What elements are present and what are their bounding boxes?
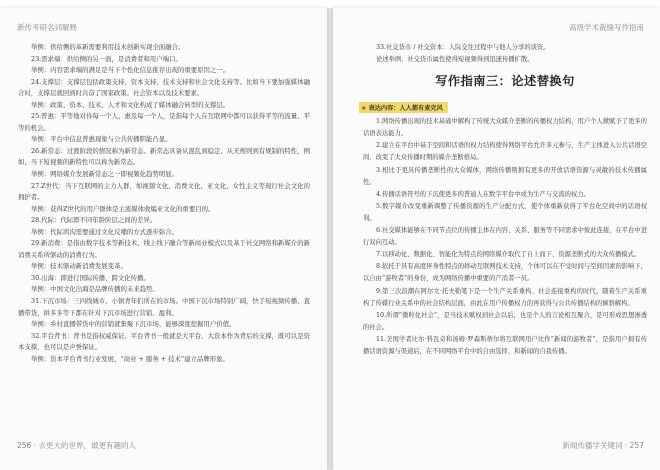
left-paragraph: 28.代际：代际即不同年龄阶层之间的差异。 xyxy=(31,216,157,225)
right-paragraph: 8.依托于具有高度伴身性特点的移动互联网技术支持，个体可以在不受时间与空间因素的影响下，以自由“游牧者”的身份，成为网络传播中重要的产消者一员。 xyxy=(363,263,647,283)
right-page xyxy=(333,8,660,470)
right-paragraph: 7.以移动化、数据化、智能化为特点的网络媒介取代了自上而下、资源垄断式的大众传播模式。 xyxy=(376,251,641,259)
left-page-footer: 256 · 去更大的世界，做更有趣的人 xyxy=(17,441,136,450)
right-paragraph: 2.建立在平台中基于空间和话语的权力结构使得网络平台允许多元参与，生产主体进入公共话语空间，改变了大众传播时期的媒介垄断格局。 xyxy=(363,142,647,162)
right-paragraph: 5.数字媒介改变重新调整了传播资源的生产分配方式，使个体重新获得了平台化空间中的话语权利。 xyxy=(363,202,647,222)
section-title: 写作指南三：论述替换句 xyxy=(435,74,575,89)
left-page-body xyxy=(18,42,310,365)
left-paragraph: 举例：政策、资本、技术、人才和文化构成了媒体融合转型的支撑层。 xyxy=(31,100,230,109)
left-running-head: 新传考研名词解释 xyxy=(17,23,77,32)
left-paragraph: 举例：平台中信息普惠现象与公共传播职能凸显。 xyxy=(31,135,172,144)
star-icon: ★ xyxy=(361,105,367,113)
left-paragraph: 31.下沉市场：三四线城市、小镇青年们所在的市场。中国下沉市场特别广阔，快手短视频传播、直播带货、拼多多等下都在针对下沉市场进行营销、盈利。 xyxy=(18,297,310,317)
left-paragraph: 32.平台背书：背书是指权威保证。平台背书一般就是大平台、大资本作为背后的支撑，既可以是资本支撑，也可以是声誉保证。 xyxy=(18,331,310,352)
right-paragraph: 4.传播话语符号的下沉使更多的普通人在数字平台中成为生产与交流的权力。 xyxy=(376,190,590,198)
right-page-body xyxy=(363,42,647,358)
right-paragraph: 11.美国学者比尔·科瓦奇和汤姆·罗森斯蒂尔将互联网用户比作“新闻的游牧者”，是指用户拥有传播话语资源与渠道后，在不同网络平台中的自由选择、和新闻的自我传播。 xyxy=(363,335,647,355)
highlight-label-text: 表达内容：人人都有麦克风 xyxy=(368,105,443,113)
left-paragraph: 举例：获得Z世代的用户群体是主流媒体收编亚文化的重要目的。 xyxy=(31,204,215,213)
left-paragraph: 举例：中国文化出海是品牌传播的未来趋势。 xyxy=(31,285,159,294)
right-paragraph: 3.相比于更具传播垄断性的大众媒体，网络传播则拥有更多的开放话语资源与灵敏的技术传播属性。 xyxy=(363,166,647,186)
left-paragraph: 举例：代际鸿沟需要通过文化反哺的方式逐步弥合。 xyxy=(31,227,178,236)
left-page xyxy=(0,8,327,470)
left-paragraph: 26.新常态：过渡阶段的情况称为新常态。新常态具备从混乱到稳定、从无规则到有规制的特性，例如，当下短视频的新特性可以称为新常态。 xyxy=(18,146,310,167)
left-paragraph: 举例：乡村直播带货中的营销就集聚下沉市场、能够深度挖掘用户价值。 xyxy=(31,320,236,329)
right-intro-paragraph: 33.社交货币 / 社交资本：人际交往过程中与他人分享的谈资。 xyxy=(376,44,550,51)
right-paragraph: 9.第三次浪潮在阿尔文·托夫勒笔下是一个生产关系重构、社会连接重构的时代，随着生产关系重构了传媒行业关系中的社会结构层面，由此在用户传播权力的再获得与公共传播结构的倾斜解构。 xyxy=(363,287,647,307)
left-paragraph: 举例：内容需求端的满足是当下个性化信息推荐出现的重要原因之一。 xyxy=(31,66,230,75)
left-paragraph: 举例：资本平台背书行业发展，“商业 + 服务 + 技术”建立品牌形象。 xyxy=(31,354,229,363)
left-paragraph: 举例：网络媒介发展新常态之一即视频化趋势明显。 xyxy=(31,170,178,179)
left-paragraph: 举例：供给侧的革新需要利用技术创新实现全面融合。 xyxy=(31,43,185,51)
left-paragraph: 30.出海：即进行国际传播、跨文化传播。 xyxy=(31,273,150,282)
left-paragraph: 29.新消费：是指由数字技术等新技术、线上线下融合等新商业模式以及基于社交网络和新媒介的新消费关系所驱动的消费行为。 xyxy=(18,239,310,259)
right-paragraph: 1.网络传播出现的技术基础中解构了传统大众媒介垄断的传播权力结构，用户个人掀赋予了更多的话语表达能力。 xyxy=(363,118,647,138)
right-running-head: 高级学术裁缝写作指南 xyxy=(569,23,644,32)
left-paragraph: 24.支撑层：支撑层包括政策支持、资本支持、技术支持和社会文化支持等。比如当下要加强媒体融合时，支撑层就回到时共奋了国家政策、社会资本以及技术要素。 xyxy=(18,77,310,98)
left-paragraph: 27.Z世代：当下互联网的主力人群，如视频文化、消费文化、亚文化、女性主义等现行社会文化的拥护者。 xyxy=(18,181,310,202)
right-page-footer: 新闻传播学关键词 · 257 xyxy=(562,441,644,450)
right-paragraph: 6.社交媒体能够在不同节点位的传播主体在内容、关系、服务等不同需求中彼此连接，在平台中进行双向互动。 xyxy=(363,227,647,247)
left-paragraph: 23.需求端：供给侧的另一面，是消费者和用户端口。 xyxy=(31,54,182,63)
right-paragraph: 10.所谓“微粒化社会”，是当技术赋权到社会以后，也是个人的言论相互聚合，是可形成思想渗透的社会。 xyxy=(363,311,647,331)
left-paragraph: 举例：技术驱动新消费发展变革。 xyxy=(31,262,127,271)
left-paragraph: 25.普惠：平等地对待每一个人、惠及每一个人，是指每个人在互联网中都可以获得平等的流量、平等的机会。 xyxy=(18,112,310,132)
right-intro-paragraph: 论述举例：社交货币属性使得短视频得到迅速传播扩散。 xyxy=(376,56,534,64)
highlight-label xyxy=(359,102,448,113)
